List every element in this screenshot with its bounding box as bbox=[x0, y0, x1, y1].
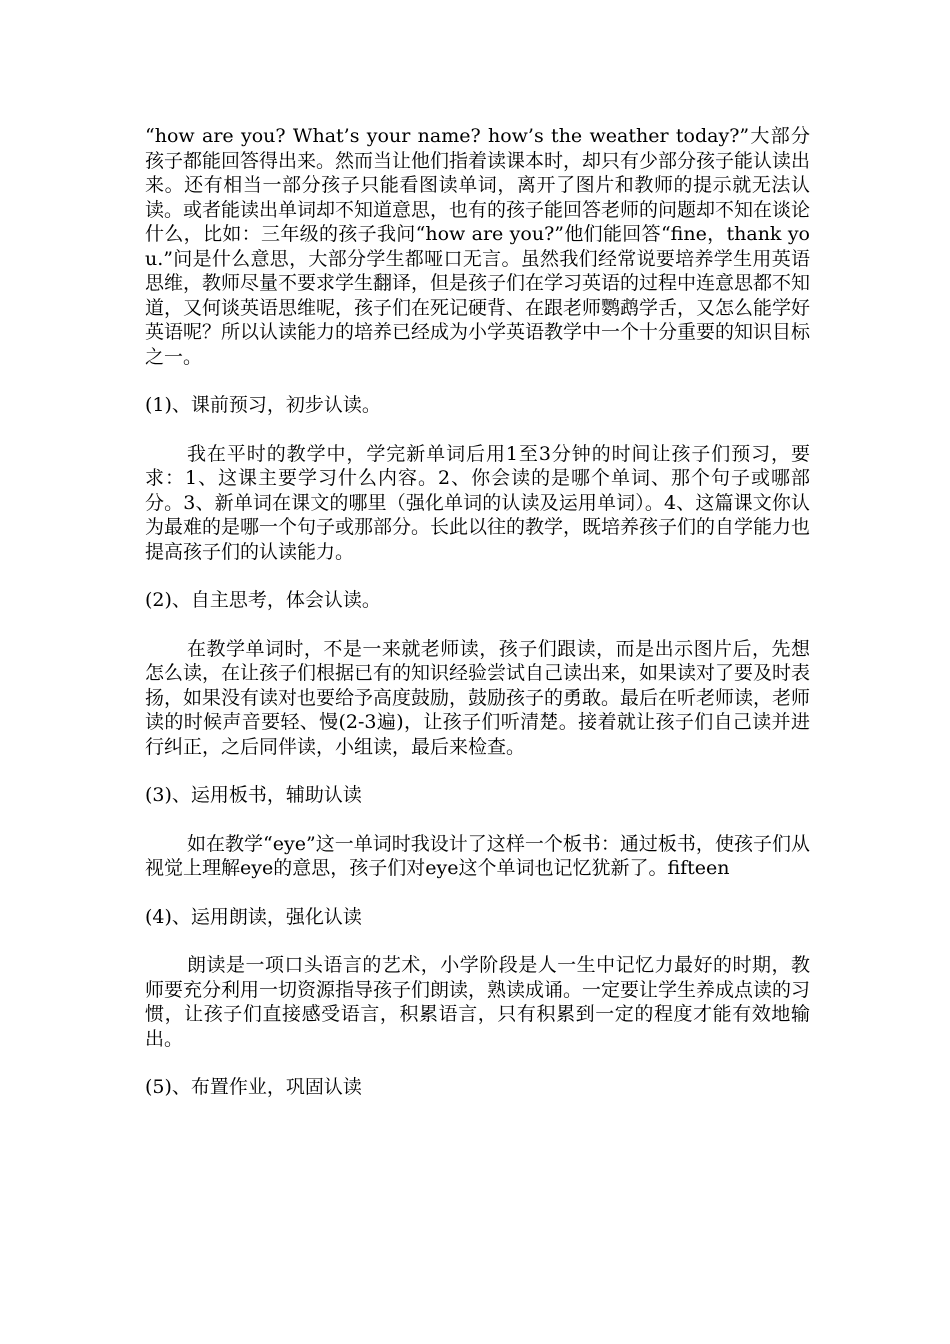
section-heading-3: (3)、运用板书，辅助认读 bbox=[145, 784, 362, 806]
paragraph-preview: 我在平时的教学中，学完新单词后用1至3分钟的时间让孩子们预习，要求：1、这课主要学习什么内容。2、你会读的是哪个单词、那个句子或哪部分。3、新单词在课文的哪里（强化单词的认读及运用单词）。4、这篇课文你认为最难的是哪一个句子或那部分。长此以往的教学，既培养孩子们的自学能力也提高孩子们的认读能力。 bbox=[145, 442, 811, 563]
spacer bbox=[145, 418, 810, 442]
paragraph-intro: “how are you? What’s your name? how’s the weather today?”大部分孩子都能回答得出来。然而当让他们指着读课本时，却只有少部分孩子能认读出来。还有相当一部分孩子只能看图读单词，离开了图片和教师的提示就无法认读。或者能读出单词却不知道意思，也有的孩子能回答老师的问题却不知在谈论什么，比如：三年级的孩子我问“how are you?”他们能回答“fine，thank you.”问是什么意思，大部分学生都哑口无言。虽然我们经常说要培养学生用英语思维，教师尽量不要求学生翻译，但是孩子们在学习英语的过程中连意思都不知道，又何谈英语思维呢，孩子们在死记硬背、在跟老师鹦鹉学舌，又怎么能学好英语呢？所以认读能力的培养已经成为小学英语教学中一个十分重要的知识目标之一。 bbox=[145, 125, 811, 368]
document-page bbox=[145, 124, 810, 1100]
paragraph-thinking: 在教学单词时，不是一来就老师读，孩子们跟读，而是出示图片后，先想怎么读，在让孩子们根据已有的知识经验尝试自己读出来，如果读对了要及时表扬，如果没有读对也要给予高度鼓励，鼓励孩子的勇敢。最后在听老师读，老师读的时候声音要轻、慢(2-3遍)，让孩子们听清楚。接着就让孩子们自己读并进行纠正，之后同伴读，小组读，最后来检查。 bbox=[145, 637, 811, 758]
section-heading-4: (4)、运用朗读，强化认读 bbox=[145, 905, 362, 928]
section-heading-2: (2)、自主思考，体会认读。 bbox=[145, 589, 381, 611]
section-heading-1: (1)、课前预习，初步认读。 bbox=[145, 394, 381, 416]
spacer bbox=[145, 613, 810, 637]
spacer bbox=[145, 881, 810, 905]
paragraph-blackboard: 如在教学“eye”这一单词时我设计了这样一个板书：通过板书，使孩子们从视觉上理解eye的意思，孩子们对eye这个单词也记忆犹新了。fifteen bbox=[145, 832, 810, 879]
spacer bbox=[145, 929, 810, 953]
paragraph-reading-aloud: 朗读是一项口头语言的艺术，小学阶段是人一生中记忆力最好的时期，教师要充分利用一切资源指导孩子们朗读，熟读成诵。一定要让学生养成点读的习惯，让孩子们直接感受语言，积累语言，只有积累到一定的程度才能有效地输出。 bbox=[145, 954, 811, 1050]
spacer bbox=[145, 1051, 810, 1075]
spacer bbox=[145, 564, 810, 588]
section-heading-5: (5)、布置作业，巩固认读 bbox=[145, 1076, 362, 1098]
spacer bbox=[145, 369, 810, 393]
spacer bbox=[145, 759, 810, 783]
spacer bbox=[145, 808, 810, 832]
